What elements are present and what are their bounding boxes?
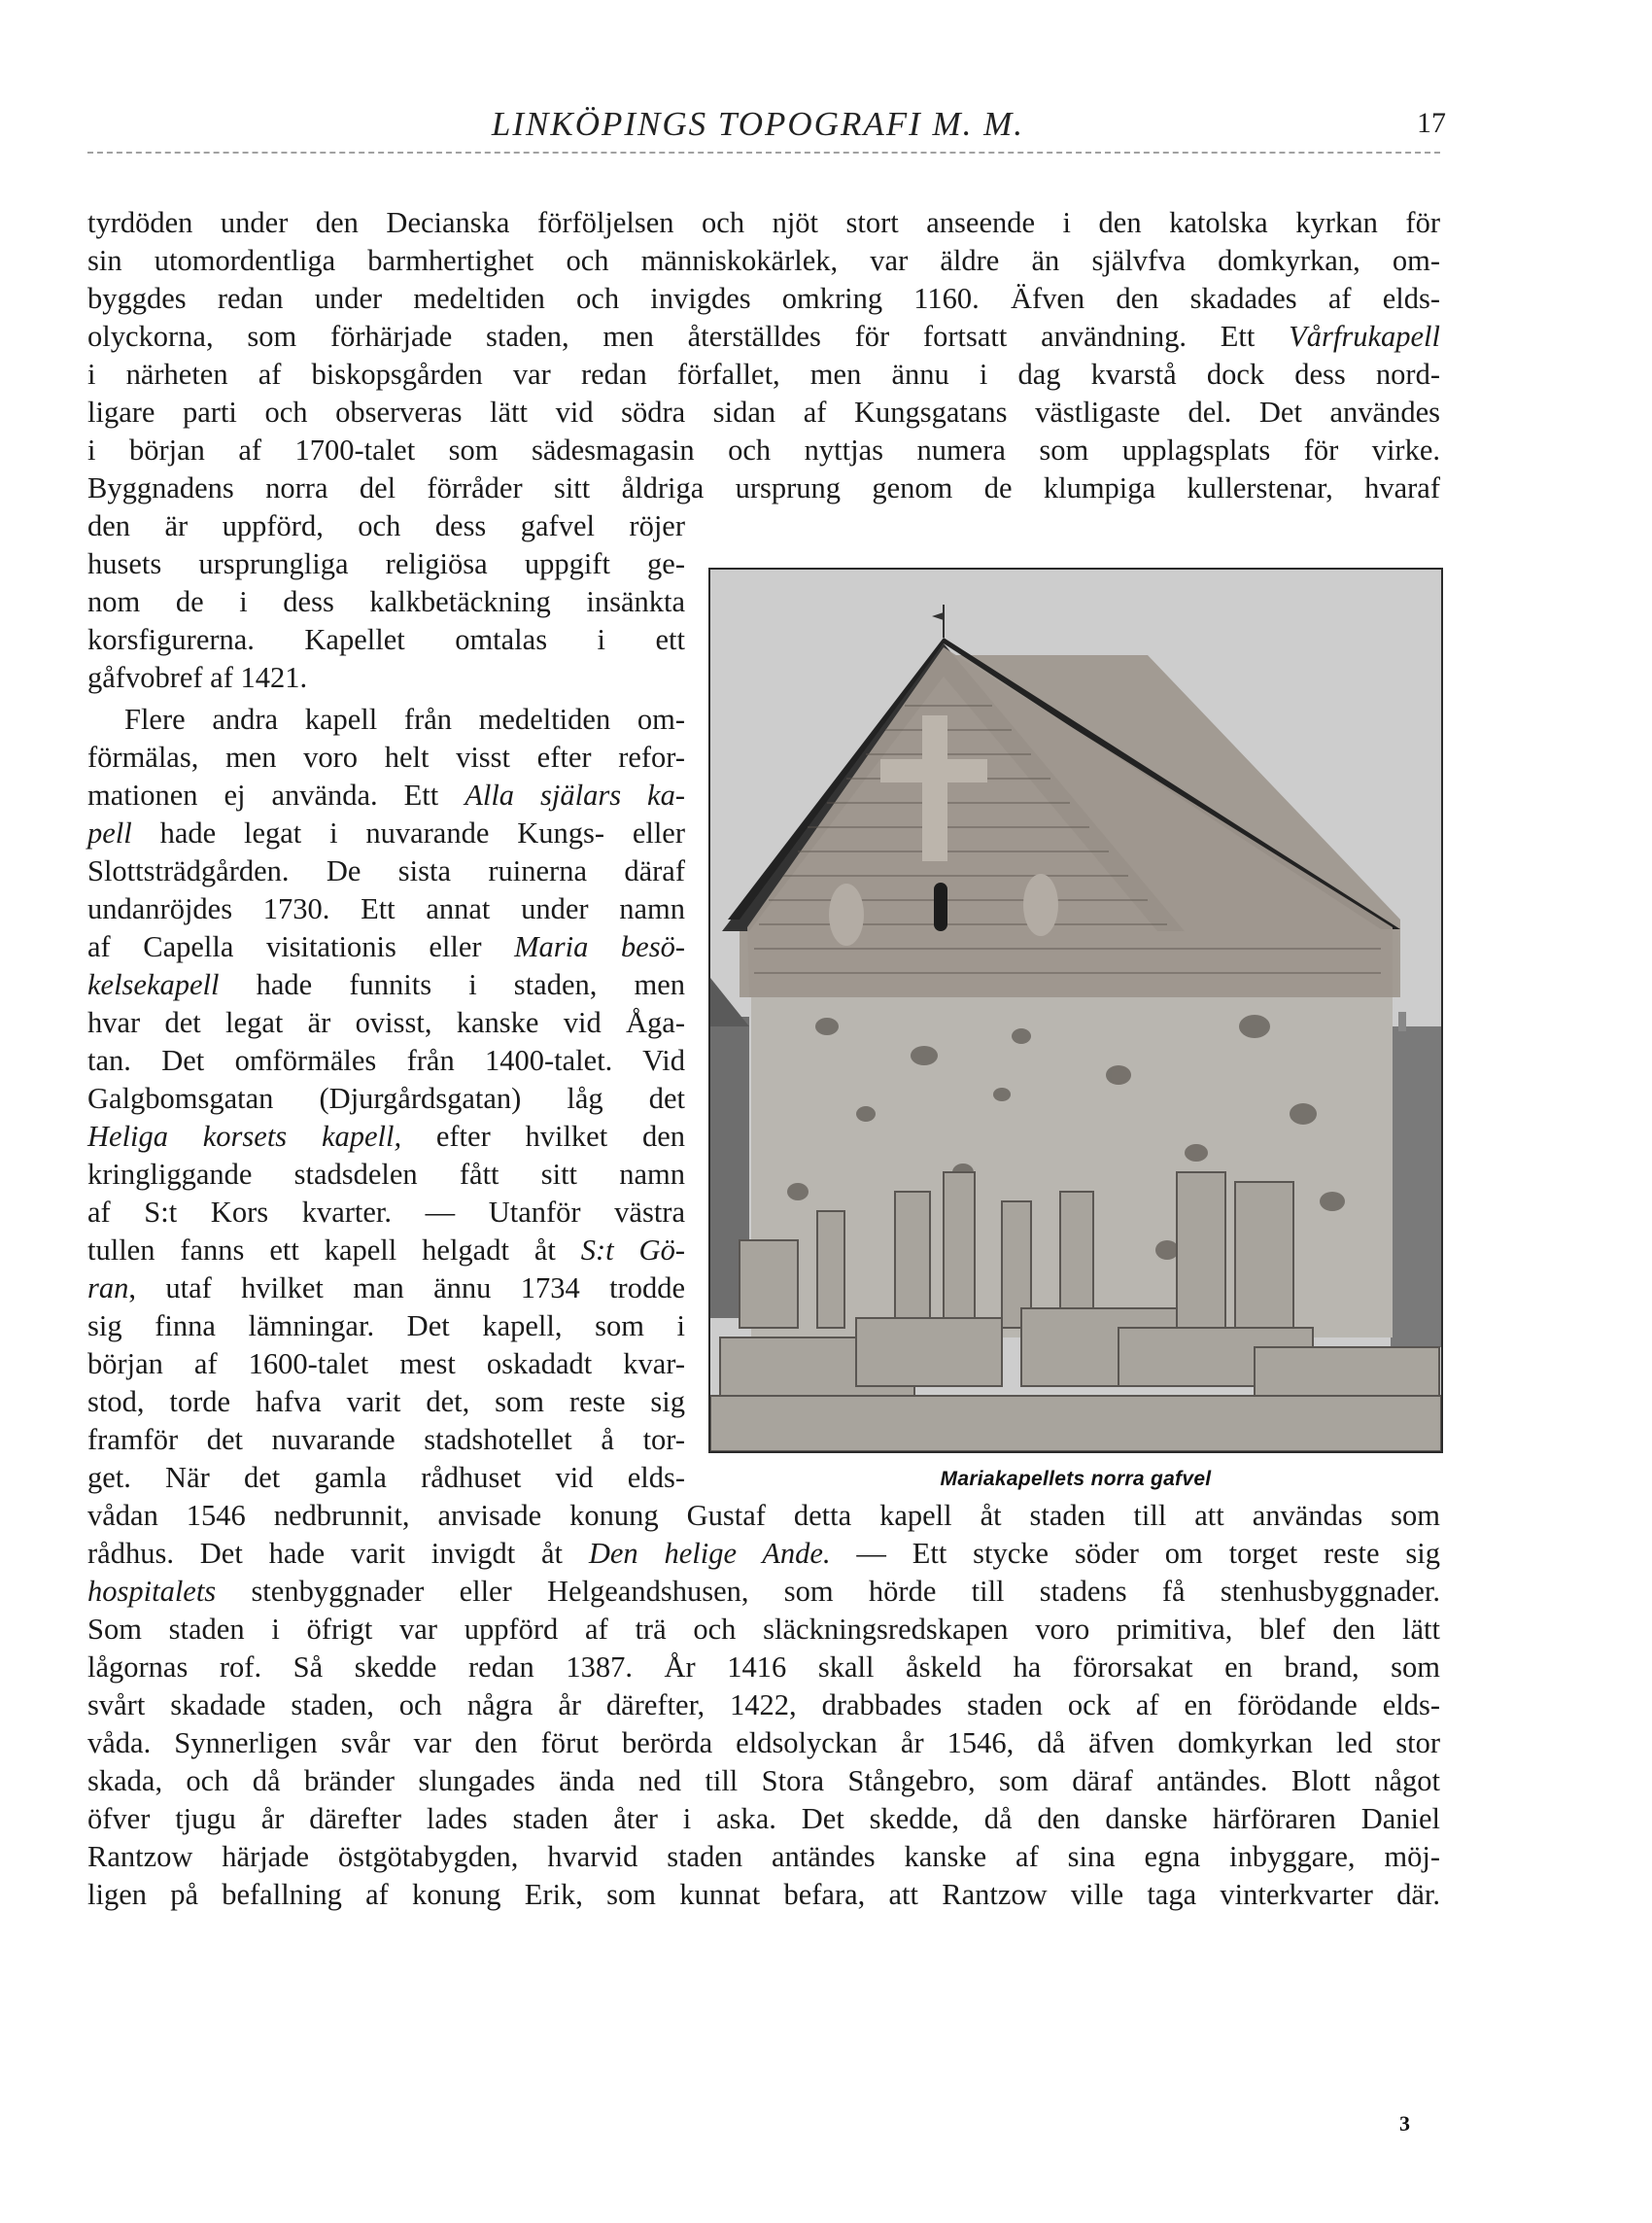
header-rule <box>87 152 1440 154</box>
text-line: tan. Det omförmäles från 1400-talet. Vid <box>87 1044 685 1077</box>
italic-term: ran <box>87 1271 129 1304</box>
text-line <box>87 1573 1440 1610</box>
text-line <box>87 928 685 965</box>
text-line: stod, torde hafva varit det, som reste sig <box>87 1385 685 1418</box>
text-span: olyckorna, som förhärjade staden, men återställdes för fortsatt användning. Ett <box>87 320 1290 353</box>
text-line: Byggnadens norra del förråder sitt åldriga ursprung genom de klumpiga kullerstenar, hvaraf <box>87 471 1440 504</box>
italic-term: pell <box>87 816 132 850</box>
page-number: 17 <box>1417 107 1446 139</box>
chapel-photo <box>708 568 1443 1453</box>
text-line: get. När det gamla rådhuset vid elds- <box>87 1461 685 1494</box>
text-line: gåfvobref af 1421. <box>87 661 308 694</box>
signature-mark: 3 <box>1399 2111 1410 2136</box>
text-span: tullen fanns ett kapell helgadt åt <box>87 1233 581 1267</box>
text-span: , utaf hvilket man ännu 1734 trodde <box>128 1271 685 1304</box>
text-line: vådan 1546 nedbrunnit, anvisade konung Gustaf detta kapell åt staden till att användas som <box>87 1499 1440 1532</box>
italic-term: S:t Gö- <box>580 1233 685 1267</box>
text-line: början af 1600-talet mest oskadadt kvar- <box>87 1347 685 1380</box>
text-line: sin utomordentliga barmhertighet och människokärlek, var äldre än självfva domkyrkan, om- <box>87 244 1440 277</box>
text-line: framför det nuvarande stadshotellet å tor- <box>87 1423 685 1456</box>
text-line: ligare parti och observeras lätt vid södra sidan af Kungsgatans västligaste del. Det användes <box>87 396 1440 429</box>
text-line <box>87 318 1440 355</box>
text-line <box>87 1118 685 1155</box>
text-line: undanröjdes 1730. Ett annat under namn <box>87 892 685 925</box>
running-title: LINKÖPINGS TOPOGRAFI M. M. <box>491 105 1025 143</box>
text-span: rådhus. Det hade varit invigdt åt <box>87 1537 589 1570</box>
text-line <box>87 777 685 814</box>
text-line: af S:t Kors kvarter. — Utanför västra <box>87 1196 685 1229</box>
text-line <box>87 815 685 851</box>
text-line <box>87 966 685 1003</box>
text-line: våda. Synnerligen svår var den förut berörda eldsolyckan år 1546, då äfven domkyrkan led stor <box>87 1726 1440 1759</box>
text-line: kringliggande stadsdelen fått sitt namn <box>87 1158 685 1191</box>
text-line: i början af 1700-talet som sädesmagasin och nyttjas numera som upplagsplats för virke. <box>87 434 1440 467</box>
text-span: af Capella visitationis eller <box>87 930 515 963</box>
text-line: svårt skadade staden, och några år därefter, 1422, drabbades staden ock af en förödande elds- <box>87 1688 1440 1721</box>
figure-caption: Mariakapellets norra gafvel <box>940 1468 1212 1490</box>
text-line: husets ursprungliga religiösa uppgift ge- <box>87 547 685 580</box>
text-line: Slottsträdgården. De sista ruinerna däraf <box>87 854 685 887</box>
text-span: stenbyggnader eller Helgeandshusen, som hörde till stadens få stenhusbyggnader. <box>216 1575 1440 1608</box>
italic-term: hospitalets <box>87 1575 217 1608</box>
text-line: hvar det legat är ovisst, kanske vid Åga- <box>87 1006 685 1039</box>
chapel-gable-illustration <box>710 570 1441 1451</box>
italic-term: Maria besö- <box>514 930 685 963</box>
text-line: korsfigurerna. Kapellet omtalas i ett <box>87 623 685 656</box>
text-line: Som staden i öfrigt var uppförd af trä och släckningsredskapen voro primitiva, blef den lätt <box>87 1613 1440 1646</box>
text-line: lågornas rof. Så skedde redan 1387. År 1416 skall åskeld ha förorsakat en brand, som <box>87 1650 1440 1684</box>
text-line: byggdes redan under medeltiden och invigdes omkring 1160. Äfven den skadades af elds- <box>87 282 1440 315</box>
text-line: ligen på befallning af konung Erik, som kunnat befara, att Rantzow ville taga vinterkvarter där. <box>87 1878 1440 1911</box>
text-span: — Ett stycke söder om torget reste sig <box>830 1537 1440 1570</box>
text-span: efter hvilket den <box>435 1120 685 1153</box>
text-span: mationen ej använda. Ett <box>87 779 465 812</box>
italic-term: Alla själars ka- <box>465 779 685 812</box>
text-line: Flere andra kapell från medeltiden om- <box>124 703 685 736</box>
text-line: Rantzow härjade östgötabygden, hvarvid staden antändes kanske af sina egna inbyggare, möj- <box>87 1840 1440 1873</box>
italic-term: Heliga korsets kapell, <box>87 1120 402 1153</box>
italic-term: Den helige Ande. <box>588 1537 831 1570</box>
text-line: i närheten af biskopsgården var redan förfallet, men ännu i dag kvarstå dock dess nord- <box>87 358 1440 391</box>
text-line: skada, och då bränder slungades ända ned till Stora Stångebro, som däraf antändes. Blott något <box>87 1764 1440 1797</box>
italic-term: kelsekapell <box>87 968 220 1001</box>
text-line: öfver tjugu år därefter lades staden åter i aska. Det skedde, då den danske härföraren Daniel <box>87 1802 1440 1835</box>
text-line: nom de i dess kalkbetäckning insänkta <box>87 585 685 618</box>
text-line <box>87 1269 685 1306</box>
text-span: hade legat i nuvarande Kungs- eller <box>159 816 686 850</box>
text-line: tyrdöden under den Decianska förföljelsen och njöt stort anseende i den katolska kyrkan för <box>87 206 1440 239</box>
text-line <box>87 1535 1440 1572</box>
italic-term: Vårfrukapell <box>1289 320 1440 353</box>
text-span: hade funnits i staden, men <box>256 968 686 1001</box>
text-line: sig finna lämningar. Det kapell, som i <box>87 1309 685 1342</box>
text-line: Galgbomsgatan (Djurgårdsgatan) låg det <box>87 1082 685 1115</box>
text-line <box>87 1232 685 1268</box>
text-line: den är uppförd, och dess gafvel röjer <box>87 509 685 542</box>
running-head <box>0 105 1652 148</box>
text-line: förmälas, men voro helt visst efter refor- <box>87 741 685 774</box>
